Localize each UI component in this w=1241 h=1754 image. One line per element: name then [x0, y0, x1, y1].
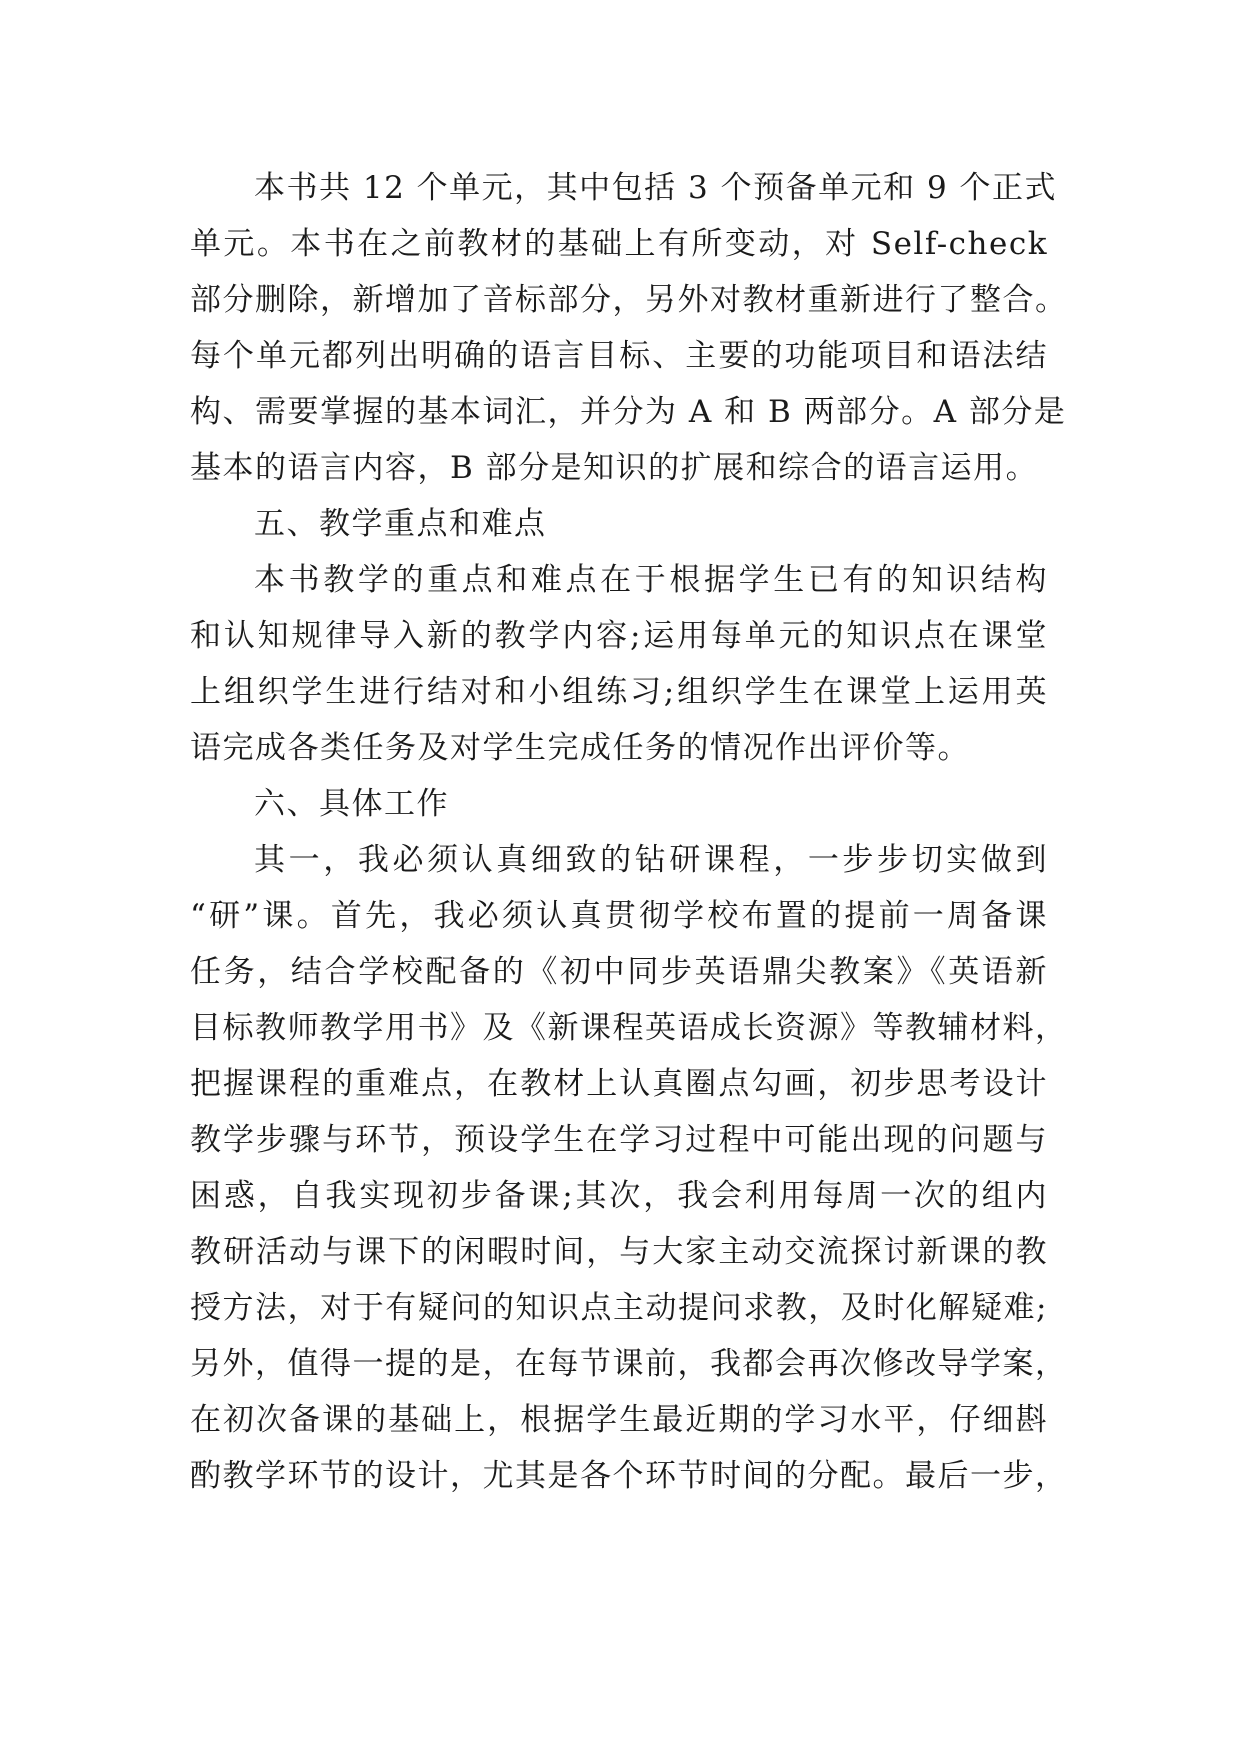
paragraph-line: 酌教学环节的设计，尤其是各个环节时间的分配。最后一步，: [190, 1458, 1068, 1494]
paragraph-line: 其一，我必须认真细致的钻研课程，一步步切实做到: [254, 842, 1048, 878]
paragraph-line: 另外，值得一提的是，在每节课前，我都会再次修改导学案，: [190, 1346, 1068, 1382]
paragraph-line: 授方法，对于有疑问的知识点主动提问求教，及时化解疑难;: [190, 1290, 1048, 1326]
paragraph-line: 把握课程的重难点，在教材上认真圈点勾画，初步思考设计: [190, 1066, 1048, 1102]
paragraph-line: 语完成各类任务及对学生完成任务的情况作出评价等。: [190, 730, 970, 766]
paragraph-line: 单元。本书在之前教材的基础上有所变动，对 Self-check: [190, 226, 1048, 262]
section-heading: 五、教学重点和难点: [254, 506, 547, 542]
paragraph-line: 本书共 12 个单元，其中包括 3 个预备单元和 9 个正式: [254, 170, 1058, 206]
paragraph-line: 部分删除，新增加了音标部分，另外对教材重新进行了整合。: [190, 282, 1068, 318]
paragraph-line: 上组织学生进行结对和小组练习;组织学生在课堂上运用英: [190, 674, 1048, 710]
paragraph-line: 构、需要掌握的基本词汇，并分为 A 和 B 两部分。A 部分是: [190, 394, 1067, 430]
paragraph-line: 困惑，自我实现初步备课;其次，我会利用每周一次的组内: [190, 1178, 1048, 1214]
paragraph-line: 在初次备课的基础上，根据学生最近期的学习水平，仔细斟: [190, 1402, 1048, 1438]
paragraph-line: 教研活动与课下的闲暇时间，与大家主动交流探讨新课的教: [190, 1234, 1048, 1270]
paragraph-line: “研”课。首先，我必须认真贯彻学校布置的提前一周备课: [190, 898, 1048, 934]
paragraph-line: 目标教师教学用书》及《新课程英语成长资源》等教辅材料，: [190, 1010, 1068, 1046]
paragraph-line: 本书教学的重点和难点在于根据学生已有的知识结构: [254, 562, 1048, 598]
paragraph-line: 任务，结合学校配备的《初中同步英语鼎尖教案》《英语新: [190, 954, 1048, 990]
paragraph-line: 每个单元都列出明确的语言目标、主要的功能项目和语法结: [190, 338, 1048, 374]
paragraph-line: 和认知规律导入新的教学内容;运用每单元的知识点在课堂: [190, 618, 1048, 654]
section-heading: 六、具体工作: [254, 786, 449, 822]
paragraph-line: 基本的语言内容，B 部分是知识的扩展和综合的语言运用。: [190, 450, 1039, 486]
paragraph-line: 教学步骤与环节，预设学生在学习过程中可能出现的问题与: [190, 1122, 1048, 1158]
document-body: [190, 160, 1068, 1504]
